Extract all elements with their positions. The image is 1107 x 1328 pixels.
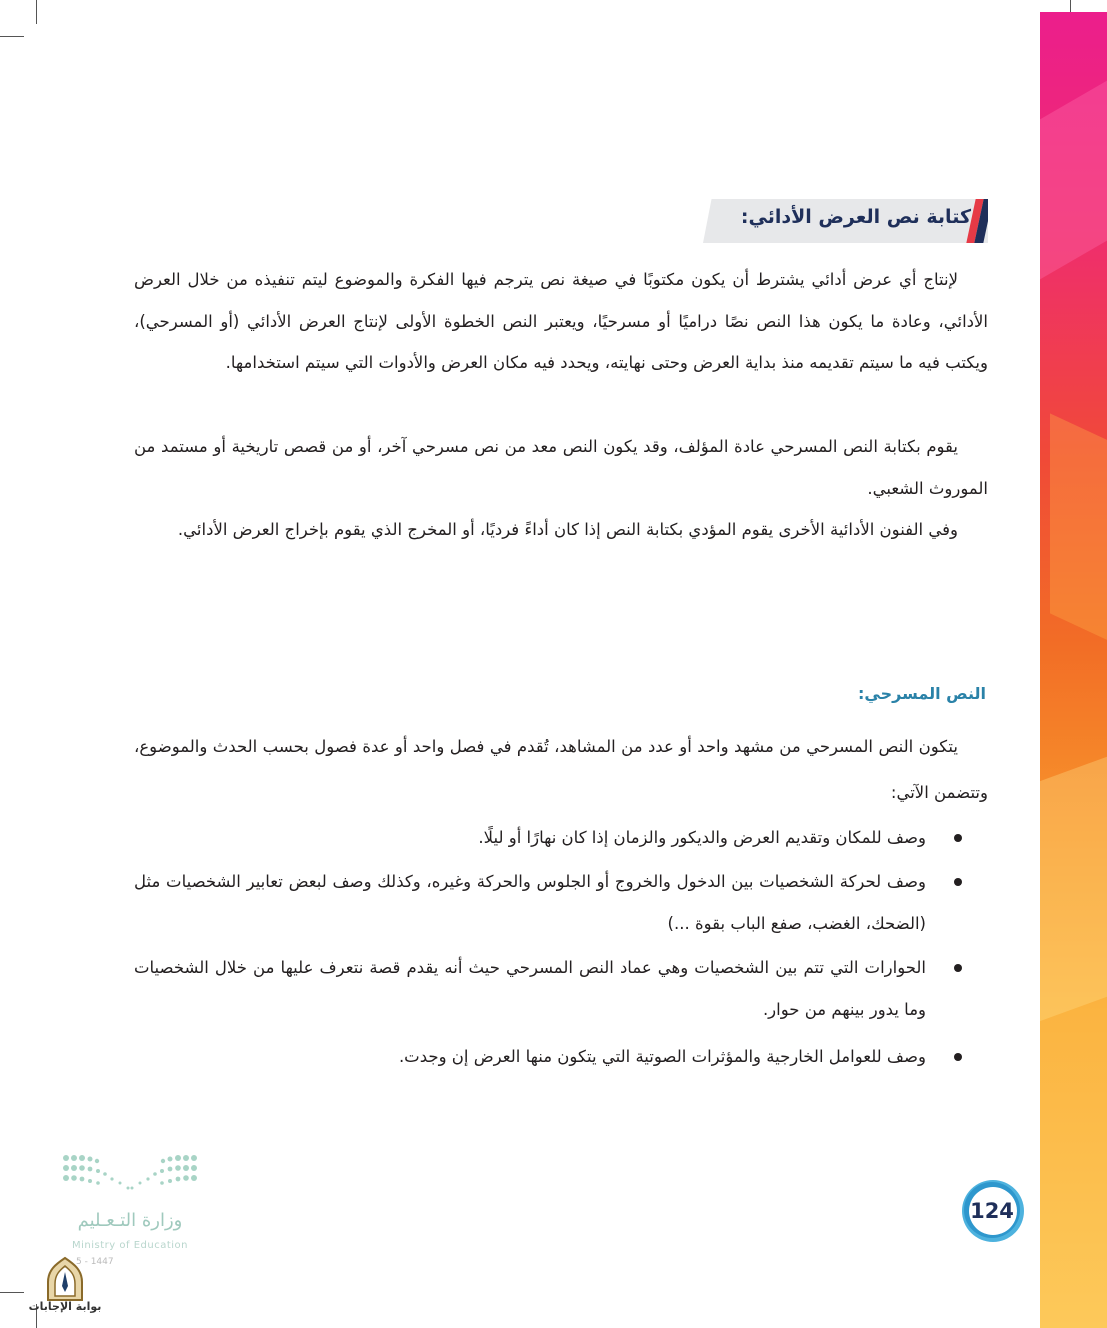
list-item [134, 817, 966, 859]
bullet-icon [954, 878, 962, 886]
list-item [134, 861, 966, 945]
subsection-paragraph: يتكون النص المسرحي من مشهد واحد أو عدد من المشاهد، تُقدم في فصل واحد أو عدة فصول بحسب الحدث والموضوع، وتتضمن الآتي: [134, 737, 988, 802]
intro-paragraph-1: لإنتاج أي عرض أدائي يشترط أن يكون مكتوبًا في صيغة نص يترجم فيها الفكرة والموضوع ليتم تنفيذه من خلال العرض الأدائي، وعادة ما يكون هذا النص نصًا دراميًا أو مسرحيًا، ويعتبر النص الخطوة الأولى لإنتاج العرض الأدائي (أو المسرحي)، ويكتب فيه ما سيتم تقديمه منذ بداية العرض وحتى نهايته، ويحدد فيه مكان العرض والأدوات التي سيتم استخدامها. [134, 270, 988, 372]
ministry-name-english: Ministry of Education [72, 1240, 188, 1251]
subsection-title: النص المسرحي: [858, 684, 986, 703]
decorative-color-band [1040, 12, 1107, 1328]
list-item-text: وصف لحركة الشخصيات بين الدخول والخروج أو الجلوس والحركة وغيره، وكذلك وصف لبعض تعابير الشخصيات مثل (الضحك، الغضب، صفع الباب بقوة ...) [134, 872, 926, 933]
watermark-logo-icon [44, 1256, 86, 1302]
ministry-name-arabic: وزارة التـعـليم [77, 1210, 183, 1231]
bullet-icon [954, 1053, 962, 1061]
list-item [134, 1036, 966, 1078]
ministry-year: 5 - 1447 [76, 1257, 114, 1267]
band-shard [1040, 756, 1107, 1029]
page-number: 124 [970, 1199, 1014, 1223]
list-item-text: وصف للمكان وتقديم العرض والديكور والزمان إذا كان نهارًا أو ليلًا. [478, 828, 926, 847]
list-item [134, 947, 966, 1031]
crop-mark [36, 0, 37, 24]
list-item-text: وصف للعوامل الخارجية والمؤثرات الصوتية التي يتكون منها العرض إن وجدت. [398, 1047, 926, 1066]
watermark-text: بوابة الإجابات [28, 1300, 102, 1313]
crop-mark [0, 36, 24, 37]
list-item-text: الحوارات التي تتم بين الشخصيات وهي عماد النص المسرحي حيث أنه يقدم قصة نتعرف عليها من خلال الشخصيات وما يدور بينهم من حوار. [134, 958, 926, 1019]
crop-mark [0, 1292, 24, 1293]
bullet-icon [954, 964, 962, 972]
bullet-icon [954, 834, 962, 842]
ministry-logo-icon [62, 1153, 198, 1199]
band-shard [1050, 413, 1107, 650]
bullet-list [134, 817, 966, 1080]
intro-paragraph-3: وفي الفنون الأدائية الأخرى يقوم المؤدي بكتابة النص إذا كان أداءً فرديًا، أو المخرج الذي يقوم بإخراج العرض الأدائي. [177, 520, 958, 539]
section-title: كتابة نص العرض الأدائي: [740, 206, 971, 228]
intro-paragraph-2: يقوم بكتابة النص المسرحي عادة المؤلف، وقد يكون النص معد من نص مسرحي آخر، أو من قصص تاريخية أو مستمد من الموروث الشعبي. [134, 437, 988, 498]
band-shard [1040, 79, 1107, 285]
